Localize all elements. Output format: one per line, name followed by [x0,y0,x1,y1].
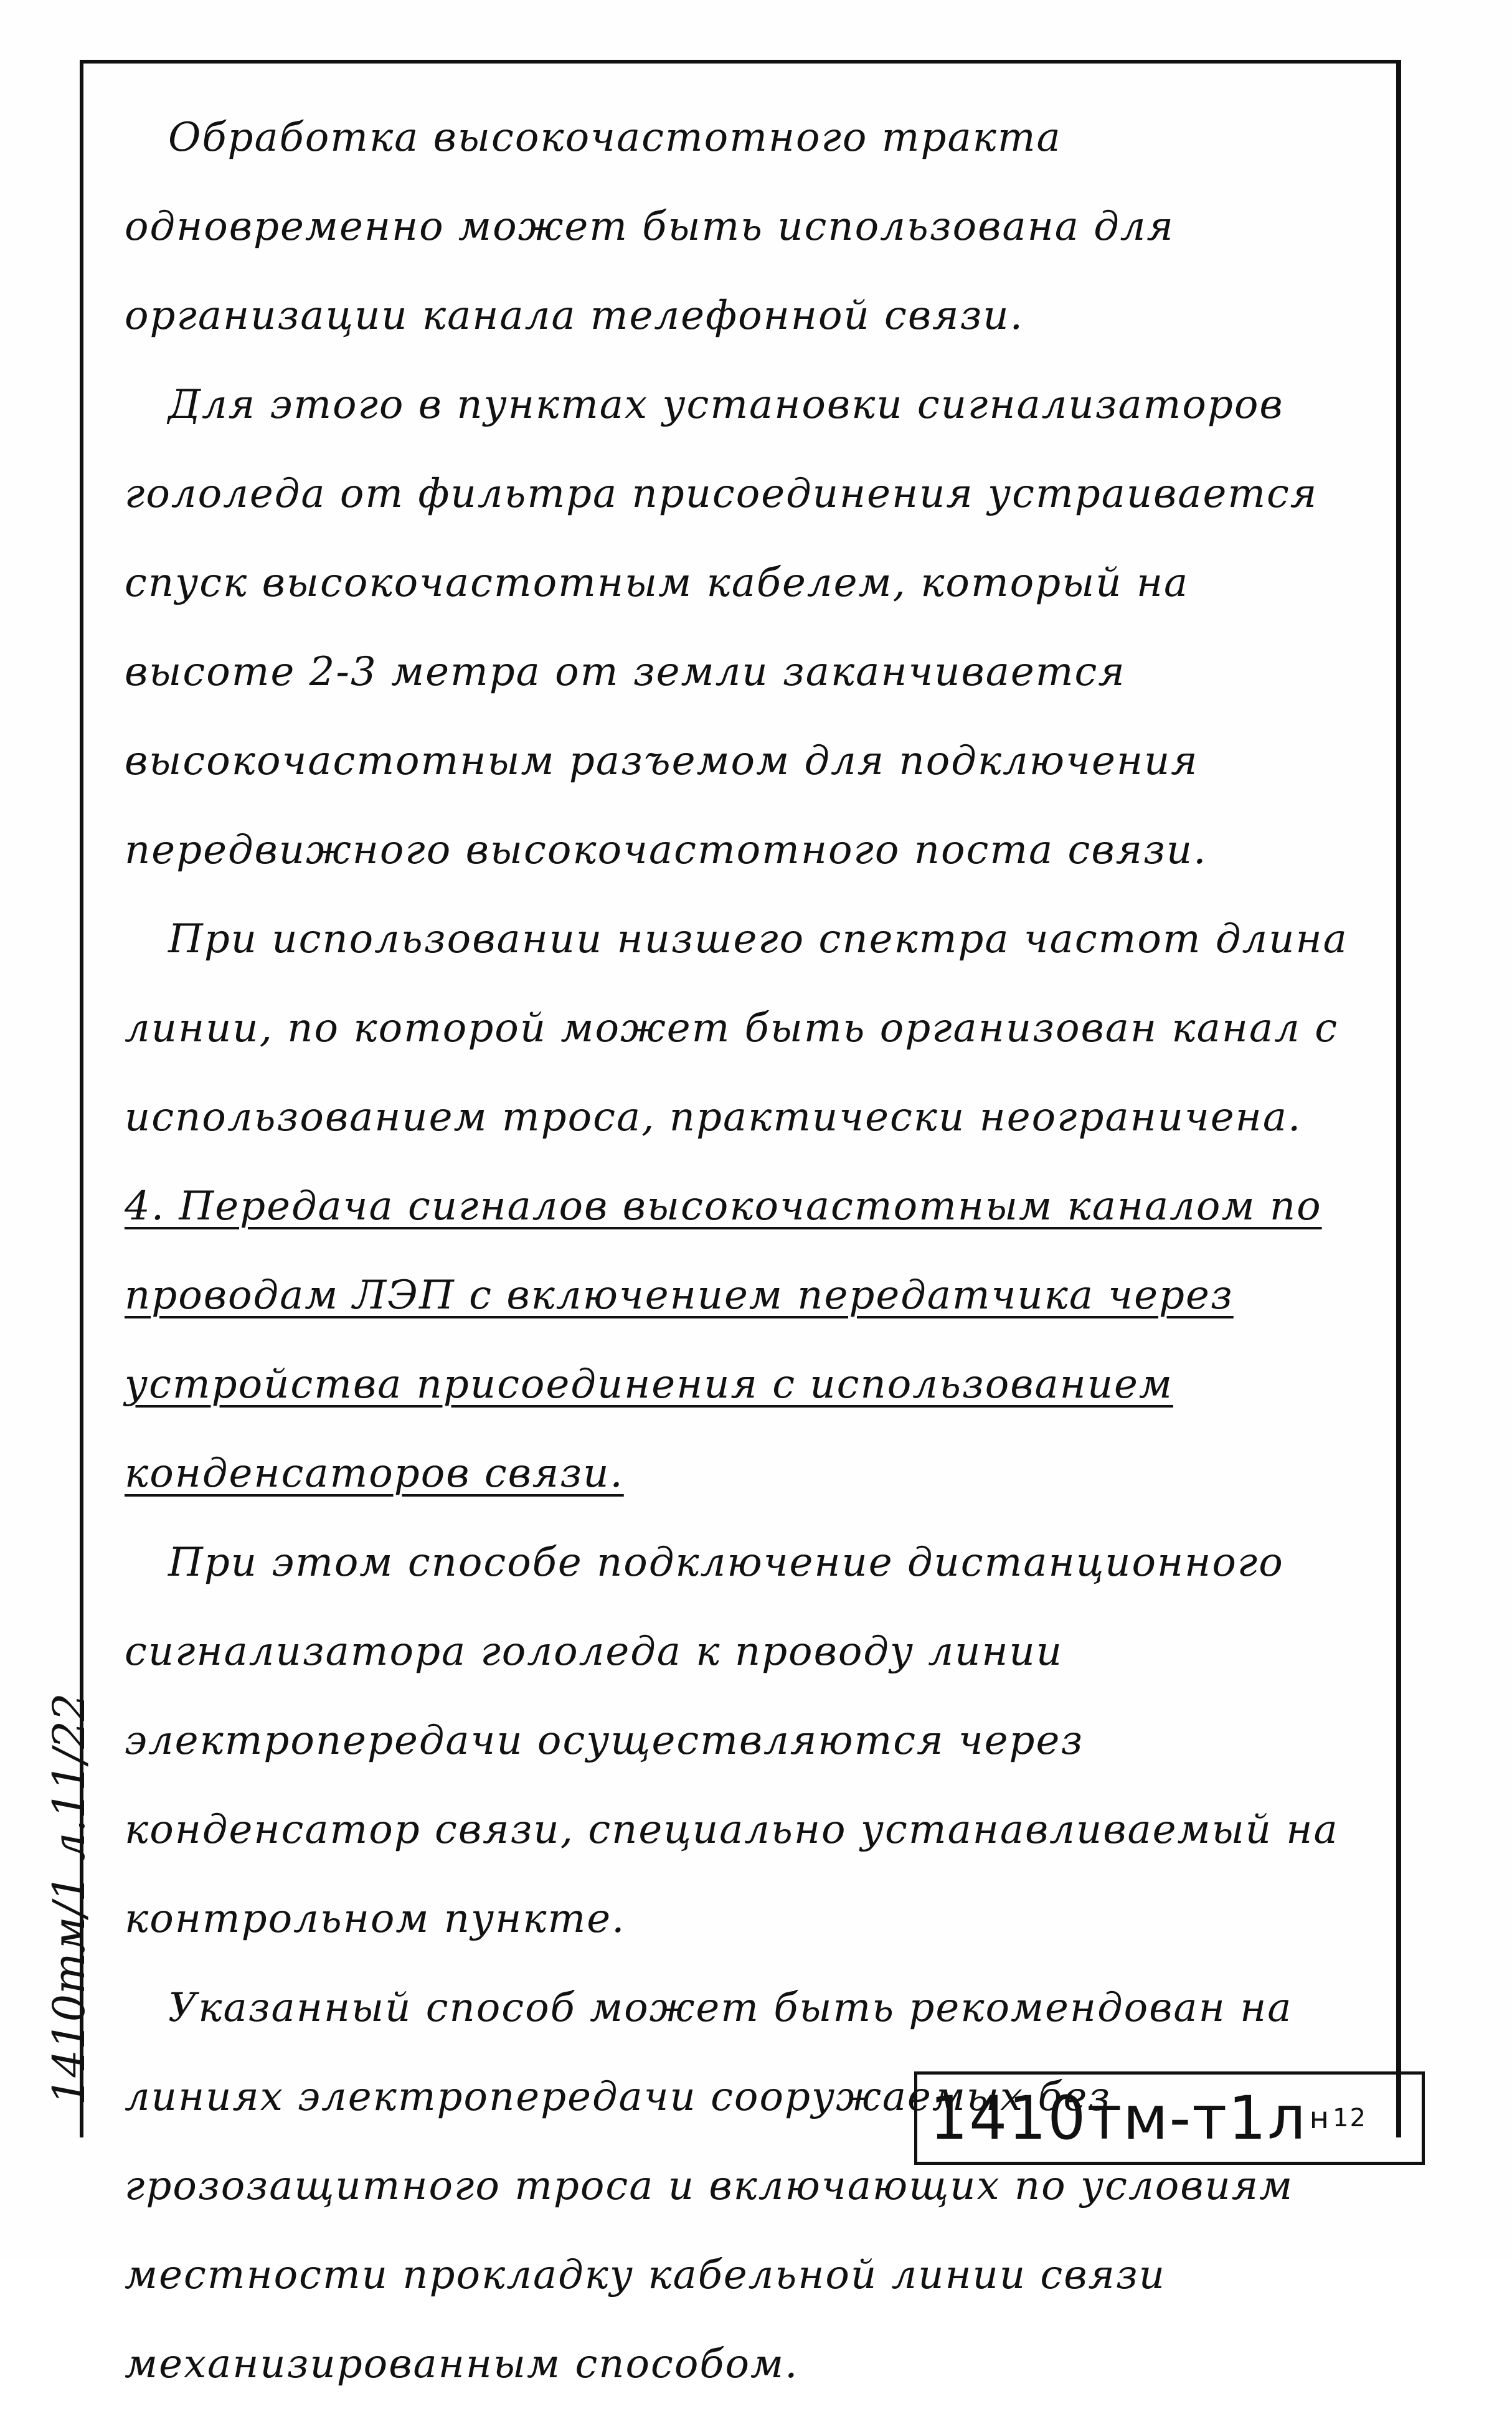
paragraph: При этом способе подключение дистанционного сигнализатора гололеда к проводу линии электропередачи осуществляются через конденсатор связи, специально устанавливаемый на контрольном пункте. [125,1540,1339,1942]
title-stamp [914,2071,1425,2165]
stamp-code: 1410тм-т1 [930,2083,1268,2153]
document-body [125,93,1370,2409]
stamp-sheet-num: 12 [1333,2104,1367,2132]
stamp-sheet-letter: л [1267,2083,1307,2153]
paragraph: При использовании низшего спектра частот длина линии, по которой может быть организован канал с использованием троса, практически неограничена. [125,916,1348,1140]
paragraph: Обработка высокочастотного тракта одновременно может быть использована для организации канала телефонной связи. [125,115,1174,339]
section-heading: 4. Передача сигналов высокочастотным каналом по проводам ЛЭП с включением передатчика через устройства присоединения с использованием конденсаторов связи. [125,1183,1322,1497]
paragraph: Указанный способ может быть рекомендован на линиях электропередачи сооружаемых без грозозащитного троса и включающих по условиям местности прокладку кабельной линии связи механизированным способом. [125,1985,1294,2387]
stamp-sheet-sup: н [1309,2101,1331,2136]
margin-note: 1410тм/1 л.11/22 [44,1693,95,2105]
paragraph: Для этого в пунктах установки сигнализаторов гололеда от фильтра присоединения устраивается спуск высокочастотным кабелем, который на высоте 2-3 метра от земли заканчивается высокочастотным разъемом для подключения передвижного высокочастотного поста связи. [125,382,1318,873]
